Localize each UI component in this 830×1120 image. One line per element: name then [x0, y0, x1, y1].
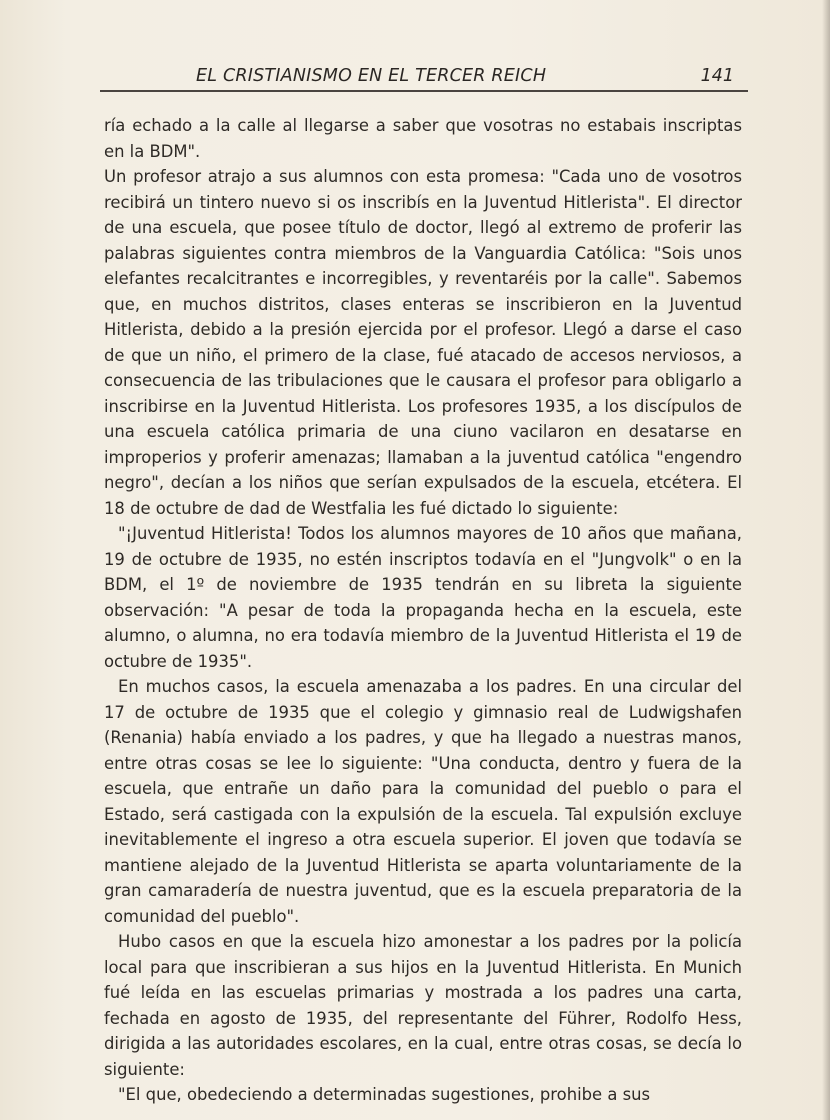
paragraph: Un profesor atrajo a sus alumnos con esta promesa: "Cada uno de vosotros recibirá un tintero nuevo si os inscribís en la Juventud Hitlerista". El director de una escuela, que posee título de doctor, llegó al extremo de proferir las palabras siguientes contra miembros de la Vanguardia Católica: "Sois unos elefantes recalcitrantes e incorregibles, y reventaréis por la calle". Sabemos que, en muchos distritos, clases enteras se inscribieron en la Juventud Hitlerista, debido a la presión ejercida por el profesor. Llegó a darse el caso de que un niño, el primero de la clase, fué atacado de accesos nerviosos, a consecuencia de las tribulaciones que le causara el profesor para obligarlo a inscribirse en la Juventud Hitlerista. Los profesores 1935, a los discípulos de una escuela católica primaria de una ciuno vacilaron en desatarse en improperios y proferir amenazas; llamaban a la juventud católica "engendro negro", decían a los niños que serían expulsados de la escuela, etcétera. El 18 de octubre de dad de Westfalia les fué dictado lo siguiente:	[104, 167, 742, 518]
paragraph: "El que, obedeciendo a determinadas sugestiones, prohibe a sus	[118, 1085, 651, 1104]
page-number: 141	[700, 66, 734, 86]
paragraph: En muchos casos, la escuela amenazaba a los padres. En una circular del 17 de octubre de 1935 que el colegio y gimnasio real de Ludwigshafen (Renania) había enviado a los padres, y que ha llegado a nuestras manos, entre otras cosas se lee lo siguiente: "Una conducta, dentro y fuera de la escuela, que entrañe un daño para la comunidad del pueblo o para el Estado, será castigada con la expulsión de la escuela. Tal expulsión excluye inevitablemente el ingreso a otra escuela superior. El joven que todavía se mantiene alejado de la Juventud Hitlerista se aparta voluntariamente de la gran camaradería de nuestra juventud, que es la escuela preparatoria de la comunidad del pueblo".	[104, 677, 742, 926]
running-header	[100, 58, 740, 92]
paragraph: ría echado a la calle al llegarse a saber que vosotras no estabais inscriptas en la BDM".	[104, 116, 742, 161]
paragraph: Hubo casos en que la escuela hizo amonestar a los padres por la policía local para que inscribieran a sus hijos en la Juventud Hitlerista. En Munich fué leída en las escuelas primarias y mostrada a los padres una carta, fechada en agosto de 1935, del representante del Führer, Rodolfo Hess, dirigida a las autoridades escolares, en la cual, entre otras cosas, se decía lo siguiente:	[104, 932, 742, 1079]
page-edge-shadow	[822, 0, 830, 1120]
paragraph: "¡Juventud Hitlerista! Todos los alumnos mayores de 10 años que mañana, 19 de octubre de 1935, no estén inscriptos todavía en el "Jungvolk" o en la BDM, el 1º de noviembre de 1935 tendrán en su libreta la siguiente observación: "A pesar de toda la propaganda hecha en la escuela, este alumno, o alumna, no era todavía miembro de la Juventud Hitlerista el 19 de octubre de 1935".	[104, 524, 742, 671]
body-text	[104, 113, 742, 1108]
header-rule	[100, 90, 748, 92]
running-title: EL CRISTIANISMO EN EL TERCER REICH	[196, 66, 547, 86]
